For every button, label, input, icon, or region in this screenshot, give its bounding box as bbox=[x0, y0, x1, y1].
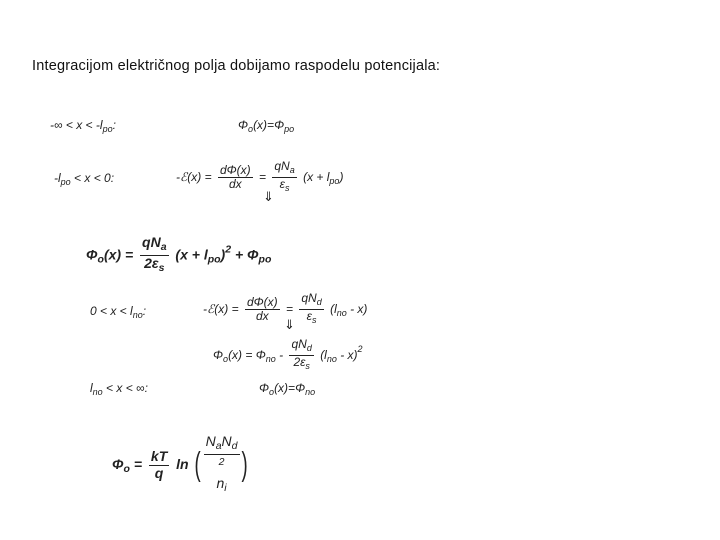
region2-potential-tail-end: ) bbox=[220, 246, 226, 263]
region2-condition-sub: po bbox=[60, 177, 71, 187]
region3-potential-frac-num: qN bbox=[291, 337, 307, 351]
builtin-thermal-num: kT bbox=[150, 448, 168, 465]
region2-potential-mid: (x) = bbox=[103, 246, 134, 263]
region2-charge-num: qN bbox=[274, 159, 290, 173]
builtin-equals: = bbox=[133, 455, 143, 472]
region3-potential-frac-den: 2ε bbox=[293, 355, 306, 370]
region3-potential-fraction bbox=[289, 338, 313, 373]
builtin-paren-open: ( bbox=[195, 446, 202, 484]
region2-potential-plus: + Φ bbox=[234, 246, 259, 263]
region2-field-tail-end: ) bbox=[339, 169, 344, 184]
region3-potential-tail: (l bbox=[320, 347, 327, 362]
region3-derivative-fraction bbox=[245, 296, 280, 323]
builtin-doping-den-sub: i bbox=[224, 481, 227, 494]
builtin-lhs-sub: o bbox=[123, 462, 130, 475]
region3-potential-frac-num-sub: d bbox=[306, 343, 312, 353]
region3-field-tail-sub: no bbox=[336, 307, 347, 318]
region2-charge-fraction bbox=[272, 160, 296, 195]
region2-derivative-fraction bbox=[218, 164, 253, 191]
region3-field-tail-end: - x) bbox=[346, 301, 368, 316]
region2-potential-tail-sub: po bbox=[207, 253, 221, 266]
region3-potential-exponent: 2 bbox=[357, 343, 363, 354]
region2-derivative-den: dx bbox=[228, 177, 242, 192]
region3-charge-fraction bbox=[299, 292, 323, 327]
builtin-thermal-den: q bbox=[154, 464, 164, 481]
region2-field-equation bbox=[176, 160, 343, 195]
region1-potential-rhs-sub: po bbox=[284, 124, 295, 134]
region3-potential-lhs-sub: o bbox=[223, 353, 229, 364]
builtin-thermal-fraction bbox=[149, 449, 169, 481]
region2-field-lhs: -ℰ(x) = bbox=[176, 169, 212, 184]
builtin-doping-num-d-sub: d bbox=[231, 440, 238, 452]
region1-condition bbox=[50, 118, 116, 134]
region1-condition-tail: : bbox=[112, 118, 116, 132]
region2-potential-frac-num-sub: a bbox=[160, 241, 167, 253]
region3-potential-equation bbox=[213, 338, 363, 373]
region1-potential-lhs: Φ bbox=[238, 118, 249, 132]
builtin-doping-fraction bbox=[204, 434, 240, 496]
region2-potential-lhs: Φ bbox=[86, 246, 98, 263]
region2-potential-frac-den-sub: s bbox=[158, 262, 165, 275]
region2-implies-arrow: ⇓ bbox=[263, 190, 274, 205]
region4-condition-text: l bbox=[90, 381, 93, 395]
region4-potential-lhs: Φ bbox=[259, 381, 270, 395]
region4-potential bbox=[259, 381, 315, 397]
region3-derivative-den: dx bbox=[255, 309, 269, 324]
region3-charge-den: ε bbox=[306, 309, 312, 324]
region4-condition-sub: no bbox=[92, 387, 103, 397]
region3-field-lhs: -ℰ(x) = bbox=[203, 301, 239, 316]
region2-field-tail-sub: po bbox=[329, 175, 340, 186]
region3-potential-tail-end: - x) bbox=[336, 347, 358, 362]
region3-implies-arrow: ⇓ bbox=[284, 318, 295, 333]
builtin-lhs: Φ bbox=[112, 455, 124, 472]
region2-field-tail: (x + l bbox=[303, 169, 330, 184]
region4-potential-rhs-sub: no bbox=[305, 387, 316, 397]
region1-potential-mid: (x)=Φ bbox=[253, 118, 285, 132]
region3-condition-sub: no bbox=[132, 310, 143, 320]
region2-potential-equation bbox=[86, 235, 271, 277]
region3-field-tail: (l bbox=[330, 301, 337, 316]
region2-equals: = bbox=[259, 169, 267, 184]
region2-charge-den-sub: s bbox=[284, 183, 290, 194]
region2-potential-plus-sub: po bbox=[258, 253, 272, 266]
region3-potential-tail-sub: no bbox=[326, 353, 337, 364]
builtin-potential-equation bbox=[112, 434, 251, 496]
region2-condition-text: -l bbox=[54, 171, 61, 185]
region3-potential-mid-sub: no bbox=[265, 353, 276, 364]
builtin-doping-num-d: N bbox=[221, 433, 232, 449]
region2-potential-fraction bbox=[140, 235, 169, 277]
builtin-doping-num-a-sub: a bbox=[215, 440, 222, 452]
region3-condition bbox=[90, 304, 146, 320]
region2-condition bbox=[54, 171, 114, 187]
slide-heading: Integracijom električnog polja dobijamo raspodelu potencijala: bbox=[32, 58, 441, 74]
region3-condition-text: 0 < x < l bbox=[90, 304, 133, 318]
region2-potential-exponent: 2 bbox=[225, 243, 232, 256]
region3-condition-tail: : bbox=[142, 304, 147, 318]
region4-condition bbox=[90, 381, 148, 397]
region1-condition-text: -∞ < x < -l bbox=[50, 118, 103, 132]
region2-potential-tail: (x + l bbox=[175, 246, 208, 263]
builtin-doping-den: n bbox=[216, 474, 225, 491]
region2-potential-frac-den: 2ε bbox=[144, 255, 159, 272]
region3-potential-lhs: Φ bbox=[213, 347, 224, 362]
region3-charge-den-sub: s bbox=[311, 315, 317, 326]
region3-derivative-num: dΦ(x) bbox=[246, 295, 278, 309]
builtin-ln: ln bbox=[176, 455, 189, 472]
region3-potential-minus: - bbox=[279, 347, 284, 362]
region3-potential-mid: (x) = Φ bbox=[228, 347, 266, 362]
region4-condition-tail: < x < ∞: bbox=[102, 381, 148, 395]
region4-potential-mid: (x)=Φ bbox=[274, 381, 306, 395]
region3-charge-num-sub: d bbox=[316, 297, 322, 307]
region2-potential-lhs-sub: o bbox=[97, 253, 104, 266]
region3-equals: = bbox=[286, 301, 294, 316]
region3-charge-num: qN bbox=[301, 291, 317, 305]
region1-potential bbox=[238, 118, 294, 134]
region1-condition-sub: po bbox=[102, 124, 113, 134]
region2-condition-tail: < x < 0: bbox=[70, 171, 115, 185]
builtin-doping-num-a: N bbox=[205, 433, 216, 449]
region4-potential-lhs-sub: o bbox=[269, 387, 275, 397]
region3-potential-frac-den-sub: s bbox=[305, 361, 310, 372]
builtin-paren-close: ) bbox=[241, 446, 249, 484]
region2-charge-num-sub: a bbox=[289, 165, 295, 175]
region2-derivative-num: dΦ(x) bbox=[219, 163, 251, 177]
region2-charge-den: ε bbox=[279, 177, 285, 192]
region1-potential-lhs-sub: o bbox=[248, 124, 254, 134]
region2-potential-frac-num: qN bbox=[142, 234, 161, 250]
builtin-doping-den-exponent: 2 bbox=[218, 456, 225, 469]
